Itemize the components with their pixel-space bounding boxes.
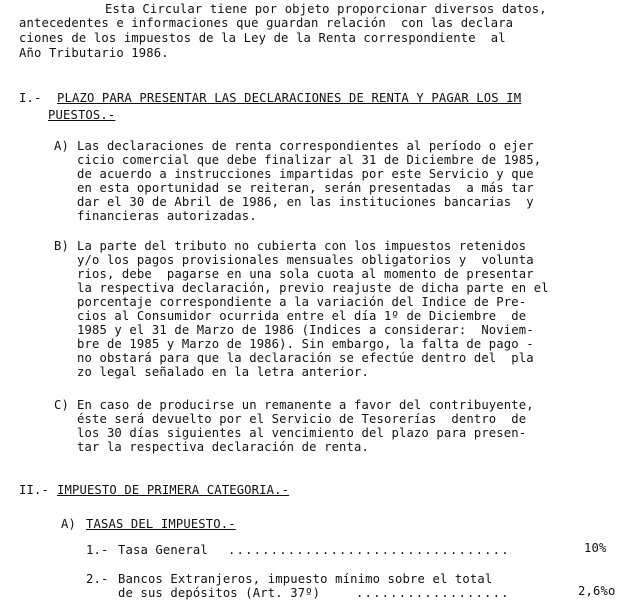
item-line: zo legal señalado en la letra anterior. [77,365,370,379]
rate-text: Bancos Extranjeros, impuesto mínimo sobre el total [118,572,493,586]
item-line: rios, debe pagarse en una sola cuota al momento de presentar [77,267,534,281]
item-line: en esta oportunidad se reiteran, serán presentadas a más tar [77,181,534,195]
section-1-heading-line: PLAZO PARA PRESENTAR LAS DECLARACIONES DE RENTA Y PAGAR LOS IM [57,91,522,105]
item-label: C) [54,398,69,412]
subsection-heading: TASAS DEL IMPUESTO.- [86,517,236,531]
item-line: Las declaraciones de renta correspondientes al período o ejer [77,139,534,153]
item-label: B) [54,239,69,253]
leader-dots: ................................. [228,543,510,557]
rate-value: 2,6%o [578,584,616,598]
item-line: la respectiva declaración, previo reajuste de dicha parte en el [77,281,549,295]
item-line: financieras autorizadas. [77,209,257,223]
rate-text-continued: de sus depósitos (Art. 37º) [118,586,321,600]
item-line: cicio comercial que debe finalizar al 31 de Diciembre de 1985, [77,153,542,167]
section-2-heading-text: IMPUESTO DE PRIMERA CATEGORIA.- [57,483,290,497]
item-line: En caso de producirse un remanente a favor del contribuyente, [77,398,534,412]
item-line: cios al Consumidor ocurrida entre el día 1º de Diciembre de [77,309,527,323]
item-line: dar el 30 de Abril de 1986, en las instituciones bancarias y [77,195,534,209]
subsection-label: A) [61,517,76,531]
intro-line: antecedentes e informaciones que guardan relación con las declara [19,16,514,30]
rate-number: 2.- [86,572,109,586]
intro-line: Esta Circular tiene por objeto proporcionar diversos datos, [105,2,547,16]
item-line: 1985 y el 31 de Marzo de 1986 (Indices a considerar: Noviem- [77,323,534,337]
section-1-number: I.- [19,91,42,105]
item-line: y/o los pagos provisionales mensuales obligatorios y volunta [77,253,534,267]
item-label: A) [54,139,69,153]
item-line: porcentaje correspondiente a la variación del Indice de Pre- [77,295,527,309]
item-line: los 30 días siguientes al vencimiento del plazo para presen- [77,426,527,440]
leader-dots: .................. [356,586,510,600]
item-line: bre de 1985 y Marzo de 1986). Sin embargo, la falta de pago - [77,337,534,351]
intro-line: Año Tributario 1986. [19,46,169,60]
rate-text: Tasa General [118,543,208,557]
item-line: de acuerdo a instrucciones impartidas por este Servicio y que [77,167,534,181]
section-1-heading-line: PUESTOS.- [48,108,116,122]
item-line: no obstará para que la declaración se efectúe dentro del pla [77,351,534,365]
item-line: éste será devuelto por el Servicio de Tesorerías dentro de [77,412,527,426]
item-line: tar la respectiva declaración de renta. [77,440,370,454]
rate-number: 1.- [86,543,109,557]
intro-line: ciones de los impuestos de la Ley de la Renta correspondiente al [19,31,506,45]
section-2-number: II.- [19,483,49,497]
rate-value: 10% [584,541,607,555]
item-line: La parte del tributo no cubierta con los impuestos retenidos [77,239,527,253]
